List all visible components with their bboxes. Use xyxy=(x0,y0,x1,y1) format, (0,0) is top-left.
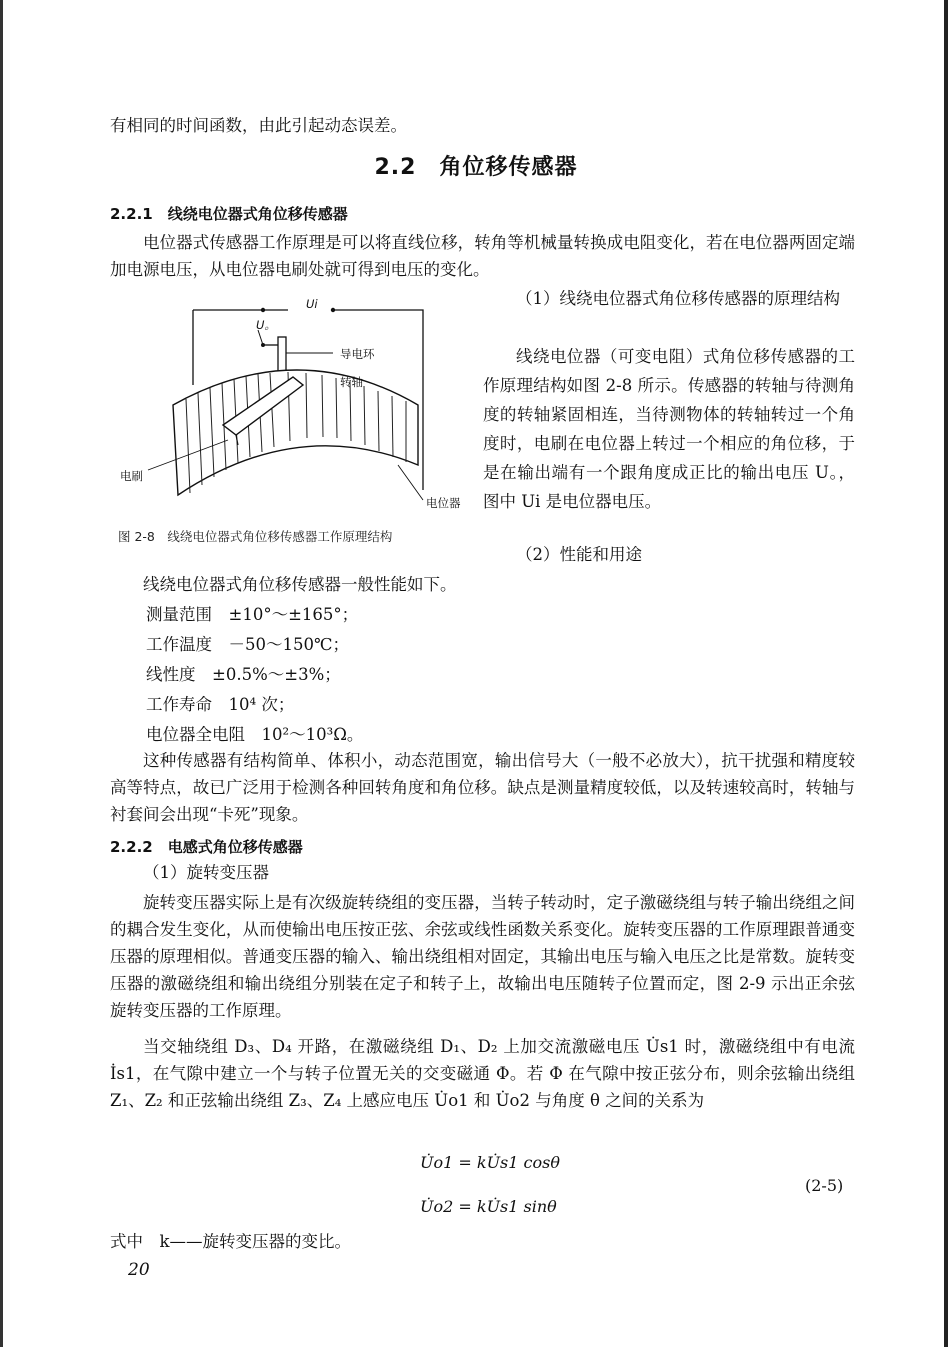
label-conductive-ring: 导电环 xyxy=(340,347,375,361)
sub2-para1: 旋转变压器实际上是有次级旋转绕组的变压器，当转子转动时，定子激磁绕组与转子输出绕组之间的耦合发生变化，从而使输出电压按正弦、余弦或线性函数关系变化。旋转变压器的工作原理跟普通变压器的原理相似。普通变压器的输入、输出绕组相对固定，其输出电压与输入电压之比是常数。旋转变压器的激磁绕组和输出绕组分别装在定子和转子上，故输出电压随转子位置而定，图 2-9 示出正余弦旋转变压器的工作原理。 xyxy=(110,893,855,1020)
label-ui: Ui xyxy=(306,297,318,311)
equation-number: (2-5) xyxy=(805,1176,844,1195)
label-uo: U。 xyxy=(256,318,276,332)
label-potentiometer: 电位器 xyxy=(426,496,461,510)
spec-temperature: 工作温度 －50～150℃； xyxy=(146,635,349,654)
sub1-summary: 这种传感器有结构简单、体积小，动态范围宽，输出信号大（一般不必放大），抗干扰强和精度较高等特点，故已广泛用于检测各种回转角度和角位移。缺点是测量精度较低，以及转速较高时，转轴与衬套间会出现“卡死”现象。 xyxy=(110,751,855,824)
spec-linearity: 线性度 ±0.5%～±3%； xyxy=(146,665,341,684)
page-edge-right xyxy=(944,0,948,1347)
item1-text: 线绕电位器（可变电阻）式角位移传感器的工作原理结构如图 2-8 所示。传感器的转轴与待测角度的转轴紧固相连，当待测物体的转轴转过一个角度时，电刷在电位器上转过一个相应的角位移，于是在输出端有一个跟角度成正比的输出电压 U。，图中 Ui 是电位器电压。 xyxy=(483,347,855,511)
figure-caption: 图 2-8 线绕电位器式角位移传感器工作原理结构 xyxy=(118,529,393,544)
where-clause: 式中 k——旋转变压器的变比。 xyxy=(110,1232,351,1251)
label-shaft: 转轴 xyxy=(340,375,363,389)
item2-title: （2）性能和用途 xyxy=(516,545,642,564)
subsection-heading-2-2-2: 2.2.2 电感式角位移传感器 xyxy=(110,838,303,856)
page-number: 20 xyxy=(128,1260,150,1280)
sub2-para2: 当交轴绕组 D₃、D₄ 开路，在激磁绕组 D₁、D₂ 上加交流激磁电压 U̇s1 时，激磁绕组中有电流 İs1，在气隙中建立一个与转子位置无关的交变磁通 Φ。若 Φ 在气隙中按正弦分布，则余弦输出绕组 Z₁、Z₂ 和正弦输出绕组 Z₃、Z₄ 上感应电压 U̇o1 和 U̇o2 与角度 θ 之间的关系为 xyxy=(110,1037,855,1110)
sub1-intro-paragraph: 电位器式传感器工作原理是可以将直线位移，转角等机械量转换成电阻变化，若在电位器两固定端加电源电压，从电位器电刷处就可得到电压的变化。 xyxy=(110,233,855,279)
equation-cos: U̇o1 = kU̇s1 cosθ xyxy=(420,1153,560,1172)
spec-life: 工作寿命 10⁴ 次； xyxy=(146,695,295,714)
figure-2-8 xyxy=(118,295,468,524)
perf-intro: 线绕电位器式角位移传感器一般性能如下。 xyxy=(143,575,457,594)
potentiometer-diagram xyxy=(118,295,468,520)
page-edge-left xyxy=(0,0,3,1347)
label-brush: 电刷 xyxy=(120,469,143,483)
spec-range: 测量范围 ±10°～±165°； xyxy=(146,605,359,624)
intro-line: 有相同的时间函数，由此引起动态误差。 xyxy=(110,116,407,135)
sub2-item1-title: （1）旋转变压器 xyxy=(143,863,269,882)
subsection-heading-2-2-1: 2.2.1 线绕电位器式角位移传感器 xyxy=(110,205,348,223)
equation-sin: U̇o2 = kU̇s1 sinθ xyxy=(420,1197,557,1216)
item1-title: （1）线绕电位器式角位移传感器的原理结构 xyxy=(516,289,840,308)
section-title: 2.2 角位移传感器 xyxy=(374,155,578,180)
spec-resistance: 电位器全电阻 10²～10³Ω。 xyxy=(146,725,364,744)
